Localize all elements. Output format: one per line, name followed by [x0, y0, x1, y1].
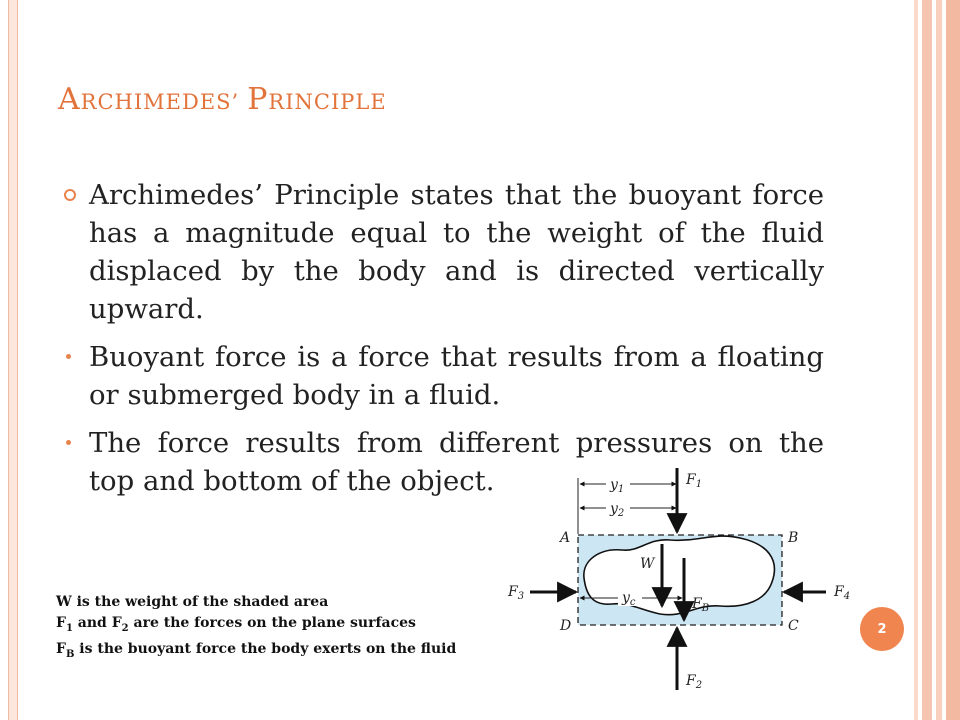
corner-a-label: A [560, 530, 571, 546]
svg-text:F3: $F_3$ [508, 584, 525, 602]
svg-text:F1: $F_1$ [686, 472, 703, 490]
svg-text:y1: $y_1$ [610, 477, 625, 495]
diagram-notes [56, 592, 456, 665]
buoyancy-diagram [500, 460, 860, 692]
slide-title: ARCHIMEDES’ PRINCIPLE [58, 82, 387, 117]
dot-bullet-icon [66, 354, 71, 359]
bullet-item [64, 338, 824, 414]
corner-b-label: B [788, 530, 799, 546]
page-number-badge: 2 [860, 607, 904, 651]
note-weight: W is the weight of the shaded area [56, 594, 329, 610]
dot-bullet-icon [66, 440, 71, 445]
svg-text:y2: $y_2$ [610, 501, 625, 519]
note-plane-forces: $F_1$ and $F_2$ are the forces on the plane surfaces [56, 615, 416, 634]
right-decorative-stripes [914, 0, 960, 720]
corner-d-label: D [560, 618, 572, 634]
svg-text:FB: $F_B$ [692, 596, 710, 614]
svg-text:yc: $y_c$ [622, 590, 636, 608]
bullet-text: Buoyant force is a force that results from a floating or submerged body in a fluid. [89, 341, 824, 411]
svg-text:F2: $F_2$ [686, 673, 703, 691]
corner-c-label: C [788, 618, 799, 634]
svg-text:W: W [640, 556, 655, 572]
bullet-text: Archimedes’ Principle states that the buoyant force has a magnitude equal to the weight of the fluid displaced by the body and is directed vertically upward. [89, 179, 824, 325]
note-buoyant-force: $F_B$ is the buoyant force the body exerts on the fluid [56, 640, 457, 660]
circle-bullet-icon [64, 189, 76, 201]
bullet-text: The force results from different pressures on the top and bottom of the object. [89, 427, 824, 497]
svg-text:F4: $F_4$ [834, 584, 851, 602]
left-border [8, 0, 18, 720]
bullet-item [64, 176, 824, 328]
